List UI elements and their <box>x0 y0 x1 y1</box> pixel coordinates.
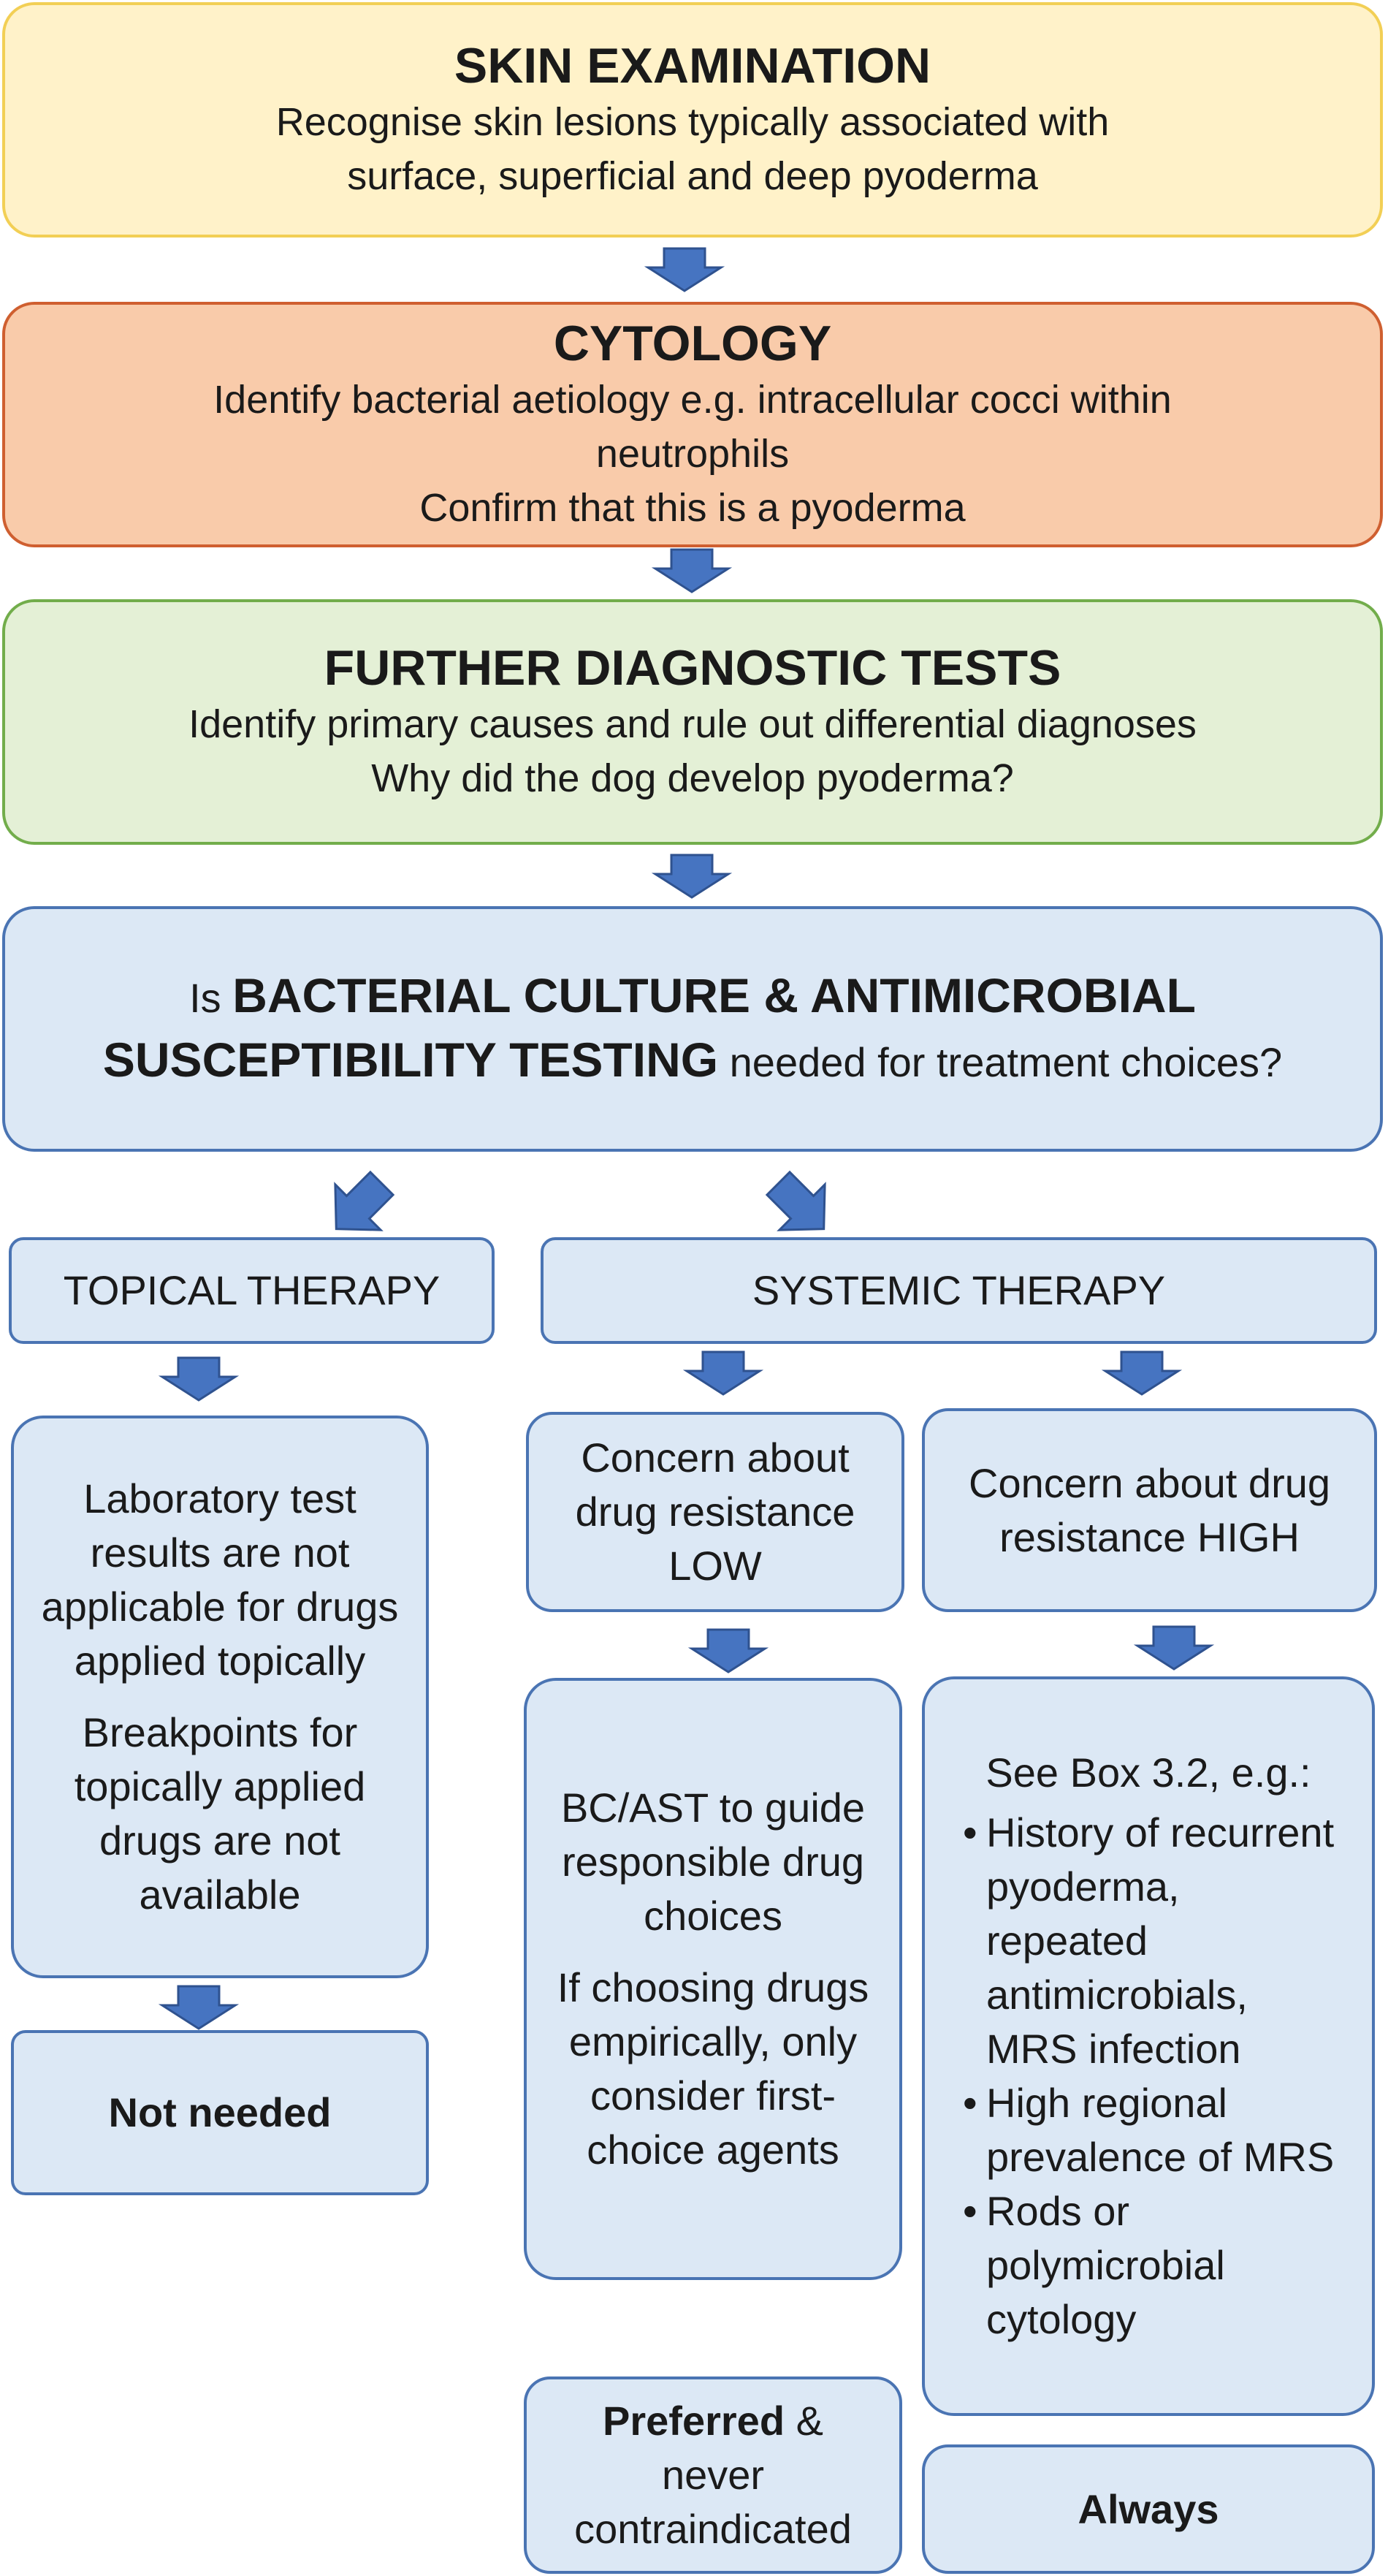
further-tests-line2: Why did the dog develop pyoderma? <box>371 756 1014 800</box>
topical-detail-para1: Laboratory test results are not applicable for drugs applied topically <box>41 1475 399 1684</box>
high-detail-bullets <box>953 1806 1344 2347</box>
high-outcome-label: Always <box>1078 2485 1219 2532</box>
cytology-title: CYTOLOGY <box>553 316 832 371</box>
arrow-down-1 <box>648 248 721 291</box>
low-detail-para2: If choosing drugs empirically, only consider first-choice agents <box>557 1964 869 2173</box>
concern-high-box <box>922 1408 1377 1612</box>
high-detail-bullet-1: • History of recurrent pyoderma, repeated antimicrobials, MRS infection <box>953 1806 1344 2076</box>
low-outcome-rest: & never contraindicated <box>574 2398 852 2552</box>
cytology-box <box>2 302 1383 547</box>
low-outcome-text <box>556 2394 870 2556</box>
systemic-therapy-label: SYSTEMIC THERAPY <box>752 1267 1166 1313</box>
high-outcome-box <box>922 2444 1375 2574</box>
concern-low-label: Concern about drug resistance LOW <box>575 1435 855 1589</box>
low-outcome-box <box>524 2376 902 2574</box>
further-tests-line1: Identify primary causes and rule out differential diagnoses <box>188 702 1197 746</box>
arrow-down-9 <box>162 1986 235 2029</box>
cytology-line2: neutrophils <box>595 432 790 476</box>
arrow-down-3 <box>655 855 728 897</box>
arrow-down-5 <box>687 1352 760 1394</box>
culture-question-line1 <box>189 965 1196 1029</box>
arrow-down-6 <box>1105 1352 1178 1394</box>
high-detail-box <box>922 1676 1375 2416</box>
topical-detail-para2: Breakpoints for topically applied drugs are not available <box>74 1709 366 1918</box>
arrow-down-8 <box>1137 1627 1210 1669</box>
skin-examination-box <box>2 2 1383 238</box>
systemic-therapy-header <box>541 1237 1377 1344</box>
topical-detail-box <box>11 1416 429 1978</box>
arrow-down-4 <box>162 1358 235 1400</box>
high-detail-bullet-2: • High regional prevalence of MRS <box>953 2076 1344 2184</box>
skin-examination-title: SKIN EXAMINATION <box>454 38 931 94</box>
topical-therapy-label: TOPICAL THERAPY <box>63 1267 441 1313</box>
topical-therapy-header <box>9 1237 495 1344</box>
cytology-line3: Confirm that this is a pyoderma <box>419 486 966 530</box>
high-detail-bullet-3: • Rods or polymicrobial cytology <box>953 2184 1344 2347</box>
skin-examination-line1: Recognise skin lesions typically associated with <box>275 100 1110 144</box>
concern-low-box <box>526 1412 904 1612</box>
topical-outcome-box <box>11 2030 429 2195</box>
skin-examination-line2: surface, superficial and deep pyoderma <box>347 154 1038 198</box>
arrow-down-2 <box>655 550 728 592</box>
low-detail-para1: BC/AST to guide responsible drug choices <box>560 1785 866 1939</box>
further-tests-box <box>2 599 1383 845</box>
question-bold2: SUSCEPTIBILITY TESTING <box>102 1033 719 1087</box>
further-tests-title: FURTHER DIAGNOSTIC TESTS <box>324 640 1061 696</box>
high-detail-intro: See Box 3.2, e.g.: <box>985 1749 1311 1796</box>
low-detail-box <box>524 1678 902 2280</box>
culture-question-box <box>2 906 1383 1152</box>
concern-high-label: Concern about drug resistance HIGH <box>969 1459 1331 1560</box>
low-outcome-bold: Preferred <box>603 2398 785 2444</box>
topical-outcome-label: Not needed <box>108 2089 332 2135</box>
arrow-down-7 <box>692 1630 765 1672</box>
cytology-line1: Identify bacterial aetiology e.g. intracellular cocci within <box>213 378 1172 422</box>
question-suffix: needed for treatment choices? <box>729 1039 1283 1085</box>
culture-question-line2 <box>103 1029 1282 1093</box>
question-prefix: Is <box>189 975 221 1021</box>
question-bold1: BACTERIAL CULTURE & ANTIMICROBIAL <box>232 968 1196 1022</box>
